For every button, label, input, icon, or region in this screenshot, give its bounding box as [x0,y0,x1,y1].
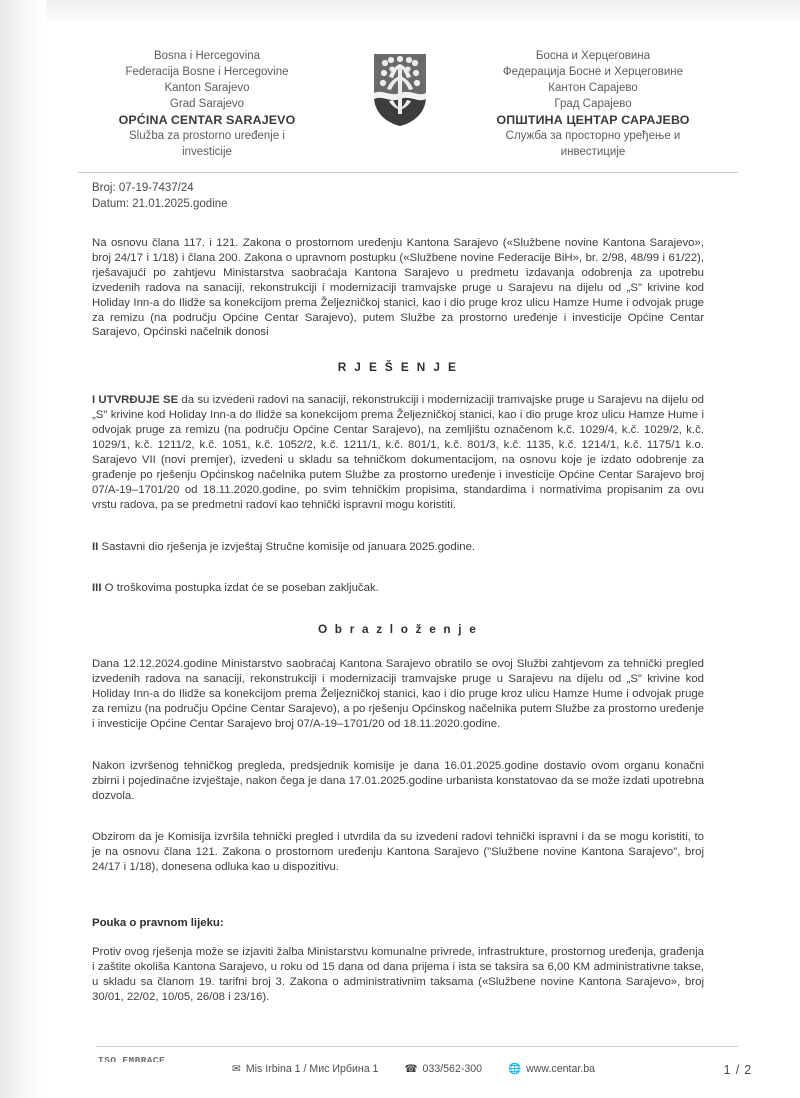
explanation-paragraph-1: Dana 12.12.2024.godine Ministarstvo saobraćaj Kantona Sarajevo obratilo se ovoj Službi zahtjevom za tehnički pregled izvedenih radova na sanaciji, rekonstrukciji i modernizaciji tramvajske pruge u Sarajevu na dijelu od „S" krivine kod Holiday Inn-a do Ilidže sa konekcijom prema Željezničkoj stanici, kao i dio pruge kroz ulicu Hamze Hume i odvojak pruge za remizu (na području Općine Centar Sarajevo), a po rješenju Općinskog načelnika putem Službe za prostorno uređenje i investicije Općine Centar Sarajevo broj 07/A-19–1701/20 od 18.11.2020.godine. [92,658,704,730]
footer-address [232,1063,378,1075]
globe-icon: 🌐 [508,1062,522,1075]
coat-of-arms-icon [371,52,429,128]
decision-point-1-text: da su izvedeni radovi na sanaciji, rekonstrukciji i modernizaciji tramvajske pruge u Sarajevu na dijelu od „S" krivine kod Holiday Inn-a do Ilidže sa konekcijom prema Željezničkoj stanici, kao i dio pruge kroz ulicu Hamze Hume i odvojak pruge za remizu (na području Općine Centar Sarajevo), na zemljištu označenom k.č. 1029/4, k.č. 1029/2, k.č. 1029/1, k.č. 1211/2, k.č. 1051, k.č. 1052/2, k.č. 1211/1, k.č. 801/1, k.č. 801/3, k.č. 1135, k.č. 1214/1, k.č. 1175/1 k.o. Sarajevo VII (novi premjer), izvedeni u skladu sa tehničkom dokumentacijom, na osnovu koje je izdato odobrenje za građenje po rješenju Općinskog načelnika putem Službe za prostorno uređenje i investicije Općine Centar Sarajevo broj 07/A-19–1701/20 od 18.11.2020.godine, po svim tehničkim propisima, standardima i normativima propisanim za ovu vrstu radova, pa se predmetni radovi kao tehnički ispravni mogu koristiti. [92,394,704,511]
spacer-1 [92,526,704,540]
department-name-cyrillic-line1: Служба за просторно уређење и [505,130,681,142]
canton-name-cyrillic: Кантон Сарајево [548,82,638,94]
footer-website[interactable] [508,1063,595,1075]
footer-phone-text: 033/562-300 [422,1063,483,1075]
spacer-4 [92,816,704,830]
document-header [48,48,752,160]
reference-number: Broj: 07-19-7437/24 [92,182,194,194]
municipality-name-latin: OPĆINA CENTAR SARAJEVO [118,113,296,127]
decision-point-3-text: O troškovima postupka izdat će se poseban zaključak. [101,582,379,595]
footer-divider [96,1046,738,1047]
header-cyrillic-block [443,48,743,160]
explanation-paragraph-2: Nakon izvršenog tehničkog pregleda, predsjednik komisije je dana 16.01.2025.godine dostavio ovom organu konačni zbirni i pojedinačne izvještaje, nakon čega je dana 17.01.2025.godine urbanista konstatovao da se može izdati upotrebna dozvola. [92,759,704,802]
envelope-icon: ✉ [232,1062,241,1075]
footer-phone [404,1063,482,1075]
telephone-icon: ☎ [404,1062,418,1075]
country-name-cyrillic: Босна и Херцеговина [535,50,651,62]
document-body [92,236,704,1018]
decision-title: R J E Š E N J E [337,360,459,375]
city-name-latin: Grad Sarajevo [169,98,245,110]
document-reference-block [92,181,228,212]
decision-point-2 [92,540,704,555]
spacer-2 [92,567,704,581]
decision-point-2-text: Sastavni dio rješenja je izvještaj Stručne komisije od januara 2025.godine. [98,540,476,553]
header-latin-block [57,48,357,160]
spacer-6 [92,902,704,916]
page-number: 1 / 2 [723,1063,752,1077]
spacer-3 [92,745,704,759]
intro-paragraph: Na osnovu člana 117. i 121. Zakona o prostornom uređenju Kantona Sarajevo («Službene novine Kantona Sarajevo», broj 24/17 i 1/18) i člana 200. Zakona o upravnom postupku («Službene novine Federacije BiH», br. 2/98, 48/99 i 61/22), rješavajući po zahtjevu Ministarstva saobraćaja Kantona Sarajevo u predmetu izdavanja odobrenja za upotrebu izvedenih radova na sanaciji, rekonstrukciji i modernizaciji tramvajske pruge u Sarajevu na dijelu od „S" krivine kod Holiday Inn-a do Ilidže sa konekcijom prema Željezničkoj stanici, kao i dio pruge kroz ulicu Hamze Hume i odvojak pruge za remizu (na području Općine Centar Sarajevo), putem Službe za prostorno uređenje i investicije Općine Centar Sarajevo, Općinski načelnik donosi [92,237,704,339]
explanation-title: O b r a z l o ž e n j e [317,622,479,637]
canton-name-latin: Kanton Sarajevo [164,82,250,94]
decision-point-1-label: I UTVRĐUJE SE [92,394,179,407]
department-name-cyrillic-line2: инвестиције [560,146,626,158]
municipality-name-cyrillic: ОПШТИНА ЦЕНТАР САРАЈЕВО [496,113,690,127]
spacer-5 [92,888,704,902]
explanation-paragraph-3: Obzirom da je Komisija izvršila tehnički pregled i utvrdila da su izvedeni radovi tehnički ispravni i da se mogu koristiti, to je na osnovu člana 121. Zakona o prostornom uređenju Kantona Sarajevo ("Službene novine Kantona Sarajevo", broj 24/17 i 1/18), donesena odluka kao u dispozitivu. [92,831,704,874]
document-date: Datum: 21.01.2025.godine [92,197,228,210]
department-name-latin-line1: Služba za prostorno uređenje i [129,130,285,142]
header-divider [78,172,738,173]
certification-mark: ISO EMBRACE [98,1055,166,1062]
federation-name-cyrillic: Федерација Босне и Херцеговине [502,66,684,78]
legal-remedy-heading: Pouka o pravnom lijeku: [92,917,224,930]
scan-edge-top [0,0,800,26]
scan-edge-left [0,0,46,1098]
country-name-latin: Bosna i Hercegovina [153,50,261,62]
decision-point-3 [92,581,704,596]
federation-name-latin: Federacija Bosne i Hercegovine [125,66,289,78]
city-name-cyrillic: Град Сарајево [554,98,632,110]
decision-point-3-label: III [92,582,102,595]
decision-point-2-label: II [92,540,99,553]
decision-point-1 [92,393,704,512]
footer-address-text: Mis Irbina 1 / Мис Ирбина 1 [245,1063,379,1075]
legal-remedy-paragraph: Protiv ovog rješenja može se izjaviti žalba Ministarstvu komunalne privrede, infrastrukture, prostornog uređenja, građenja i zaštite okoliša Kantona Sarajevo, u roku od 15 dana od dana prijema i ista se taksira sa 6,00 KM administrativne takse, u skladu sa članom 19. tarifni broj 3. Zakona o administrativnim taksama («Službene novine Kantona Sarajevo», broj 30/01, 22/02, 10/05, 26/08 i 23/16). [92,946,704,1003]
department-name-latin-line2: investicije [182,146,232,158]
document-footer [232,1063,595,1075]
footer-website-text: www.centar.ba [526,1063,596,1075]
